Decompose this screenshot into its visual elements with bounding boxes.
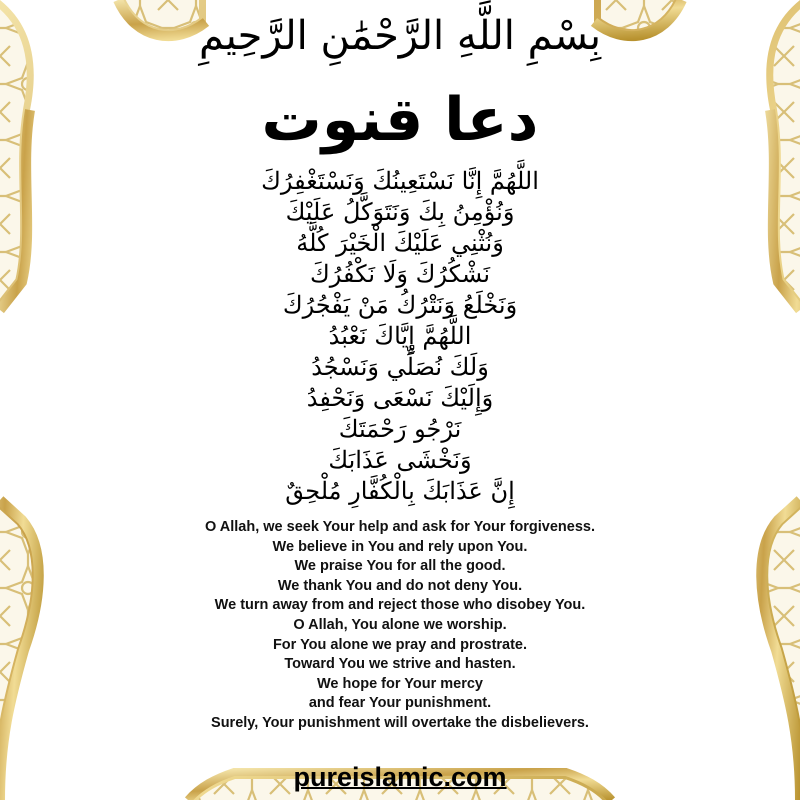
dua-arabic-text [0,166,800,507]
english-line: We hope for Your mercy [317,675,483,692]
english-line: We turn away from and reject those who disobey You. [214,597,586,614]
arabic-line: نَشْكُرُكَ وَلَا نَكْفُرُكَ [310,260,490,288]
arabic-line: وَنَخْلَعُ وَنَتْرُكُ مَنْ يَفْجُرُكَ [282,291,518,319]
english-line: For You alone we pray and prostrate. [272,636,528,653]
arabic-line: وَلَكَ نُصَلِّي وَنَسْجُدُ [311,353,489,381]
website-footer [0,760,800,794]
dua-english-translation [0,518,800,734]
english-line: O Allah, You alone we worship. [293,616,507,633]
english-line: Toward You we strive and hasten. [284,656,516,673]
arabic-line: وَنُؤْمِنُ بِكَ وَنَتَوَكَّلُ عَلَيْكَ [285,198,515,226]
english-line: O Allah, we seek Your help and ask for Your forgiveness. [204,519,595,535]
arabic-line: وَإِلَيْكَ نَسْعَى وَنَحْفِدُ [306,384,494,412]
arabic-line: اللَّهُمَّ إِنَّا نَسْتَعِينُكَ وَنَسْتَغْفِرُكَ [261,167,539,195]
english-line: We praise You for all the good. [294,558,506,575]
english-line: We thank You and do not deny You. [277,577,523,594]
arabic-line: وَنُثْنِي عَلَيْكَ الْخَيْرَ كُلَّهُ [296,229,504,257]
english-line: and fear Your punishment. [308,695,492,712]
arabic-line: إِنَّ عَذَابَكَ بِالْكُفَّارِ مُلْحِقٌ [285,477,515,505]
english-line: Surely, Your punishment will overtake the disbelievers. [211,714,589,731]
arabic-line: وَنَخْشَى عَذَابَكَ [328,446,472,474]
website-link[interactable]: pureislamic.com [293,762,507,792]
page-title: دعا قنوت [261,85,539,155]
arabic-line: اللَّهُمَّ إِيَّاكَ نَعْبُدُ [328,322,472,350]
english-line: We believe in You and rely upon You. [272,538,528,555]
arabic-line: نَرْجُو رَحْمَتَكَ [338,415,462,443]
bismillah-heading: بِسْمِ اللَّهِ الرَّحْمَٰنِ الرَّحِيمِ [198,13,602,59]
